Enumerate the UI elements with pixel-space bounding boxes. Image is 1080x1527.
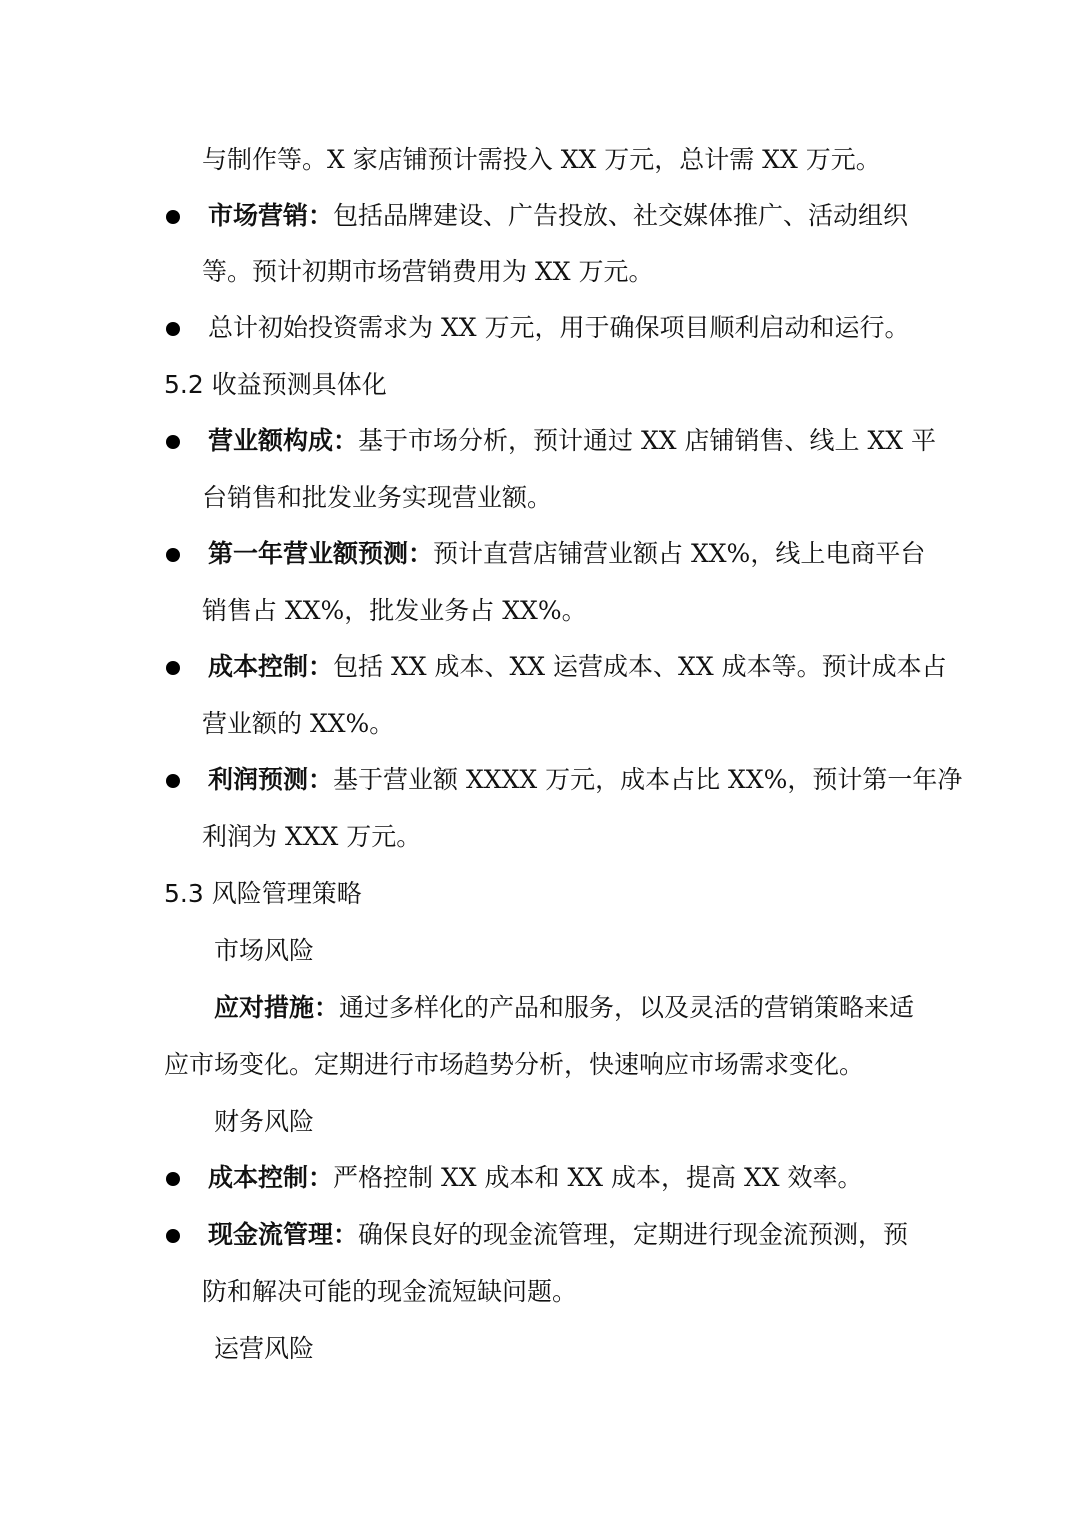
bullet-icon xyxy=(166,210,180,224)
paragraph-label: 应对措施： xyxy=(214,993,340,1022)
subheading-operational-risk: 运营风险 xyxy=(214,1334,315,1363)
bullet-label: 成本控制： xyxy=(208,1163,334,1192)
bullet-text: 包括品牌建设、广告投放、社交媒体推广、活动组织 xyxy=(333,201,909,230)
paragraph-countermeasures xyxy=(214,988,914,1028)
bullet-text: 包括 XX 成本、XX 运营成本、XX 成本等。预计成本占 xyxy=(333,652,947,681)
bullet-label: 第一年营业额预测： xyxy=(208,539,434,568)
bullet-item-revenue-composition xyxy=(208,421,936,461)
bullet-text: 基于市场分析，预计通过 XX 店铺销售、线上 XX 平 xyxy=(358,426,936,455)
bullet-label: 利润预测： xyxy=(208,765,334,794)
bullet-icon xyxy=(166,1229,180,1243)
bullet-item-cost-control-2 xyxy=(208,1158,863,1198)
paragraph-text: 通过多样化的产品和服务，以及灵活的营销策略来适 xyxy=(339,993,915,1022)
bullet-icon xyxy=(166,1172,180,1186)
bullet-text: 严格控制 XX 成本和 XX 成本，提高 XX 效率。 xyxy=(333,1163,863,1192)
bullet-label: 成本控制： xyxy=(208,652,334,681)
bullet-icon xyxy=(166,548,180,562)
bullet-icon xyxy=(166,322,180,336)
bullet-continuation: 防和解决可能的现金流短缺问题。 xyxy=(202,1277,578,1306)
bullet-item-total: 总计初始投资需求为 XX 万元，用于确保项目顺利启动和运行。 xyxy=(208,313,910,342)
paragraph-continuation: 应市场变化。定期进行市场趋势分析，快速响应市场需求变化。 xyxy=(164,1050,865,1079)
section-heading-5-2: 5.2 收益预测具体化 xyxy=(164,370,387,399)
bullet-item-profit xyxy=(208,760,962,800)
bullet-text: 预计直营店铺营业额占 XX%，线上电商平台 xyxy=(433,539,926,568)
bullet-label: 现金流管理： xyxy=(208,1220,359,1249)
bullet-icon xyxy=(166,774,180,788)
bullet-item-cashflow xyxy=(208,1215,908,1255)
bullet-label: 市场营销： xyxy=(208,201,334,230)
line-continuation: 与制作等。X 家店铺预计需投入 XX 万元，总计需 XX 万元。 xyxy=(202,145,881,174)
bullet-icon xyxy=(166,435,180,449)
bullet-text: 基于营业额 XXXX 万元，成本占比 XX%，预计第一年净 xyxy=(333,765,963,794)
bullet-continuation: 利润为 XXX 万元。 xyxy=(202,822,422,851)
bullet-item-marketing xyxy=(208,196,908,236)
bullet-item-first-year-revenue xyxy=(208,534,925,574)
bullet-continuation: 营业额的 XX%。 xyxy=(202,709,395,738)
subheading-market-risk: 市场风险 xyxy=(214,936,315,965)
bullet-continuation: 销售占 XX%，批发业务占 XX%。 xyxy=(202,596,587,625)
bullet-icon xyxy=(166,661,180,675)
bullet-continuation: 等。预计初期市场营销费用为 XX 万元。 xyxy=(202,257,654,286)
bullet-text: 确保良好的现金流管理，定期进行现金流预测，预 xyxy=(358,1220,909,1249)
bullet-item-cost-control xyxy=(208,647,947,687)
bullet-label: 营业额构成： xyxy=(208,426,359,455)
subheading-financial-risk: 财务风险 xyxy=(214,1107,315,1136)
bullet-continuation: 台销售和批发业务实现营业额。 xyxy=(202,483,553,512)
section-heading-5-3: 5.3 风险管理策略 xyxy=(164,879,362,908)
